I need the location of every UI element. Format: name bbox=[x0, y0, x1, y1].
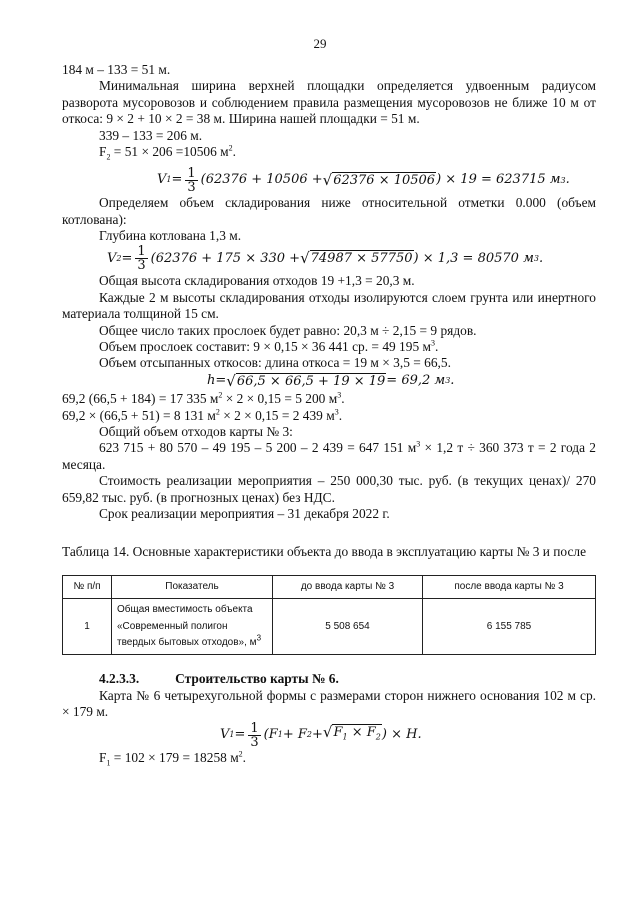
map6-paragraph: Карта № 6 четырехугольной формы с размерами сторон нижнего основания 102 м ср. × 179 м. bbox=[62, 687, 596, 720]
total-title: Общий объем отходов карты № 3: bbox=[99, 423, 293, 439]
layers-volume-line: Объем прослоек составит: 9 × 0,15 × 36 441 ср. = 49 195 $м^3$. bbox=[99, 338, 439, 354]
table-caption: Таблица 14. Основные характеристики объекта до ввода в эксплуатацию карты № 3 и после bbox=[62, 544, 587, 560]
header-cell: Показатель bbox=[112, 575, 273, 598]
sqrt: √ $F_1 \times F_2$ bbox=[323, 724, 382, 746]
sqrt: √ 62376 × 10506 bbox=[322, 170, 436, 189]
table-row bbox=[63, 599, 596, 655]
height-line: Общая высота складирования отходов 19 +1,3 = 20,3 м. bbox=[99, 273, 415, 289]
depth-line: Глубина котлована 1,3 м. bbox=[99, 227, 242, 243]
formula-v1-map6: V 1 = $\frac{1}{3}$ (F 1 + F 2 + √ $F_1 \times F_2$ ) × H. bbox=[220, 720, 422, 750]
calc-line-f2: $F_2 = 51 \times 206 =10506$ $м^2$. bbox=[99, 143, 236, 162]
characteristics-table bbox=[62, 575, 596, 656]
formula-h: h = √ 66,5 × 66,5 + 19 × 19 = 69,2 м 3 . bbox=[207, 371, 455, 390]
paragraph-platform-width: Минимальная ширина верхней площадки определяется удвоенным радиусом разворота мусоровозов и соблюдением правила размещения мусоровозов не ближе 10 м от откоса: 9 × 2 + 10 × 2 = 38 м. Ширина нашей площадки = 51 м. bbox=[62, 78, 596, 127]
formula-v1: V 1 = $\frac{1}{3}$ (62376 + 10506 + √ 62376 × 10506 ) × 19 = 623715 м 3 . bbox=[157, 166, 570, 196]
cell-number: 1 bbox=[63, 599, 112, 655]
layers-count-line: Общее число таких прослоек будет равно: 20,3 м ÷ 2,15 = 9 рядов. bbox=[99, 322, 477, 338]
formula-v2: V 2 = $\frac{1}{3}$ (62376 + 175 × 330 + √ 74987 × 57750 ) × 1,3 = 80570 м 3 . bbox=[107, 244, 544, 274]
cell-indicator: Общая вместимость объекта «Современный полигон твердых бытовых отходов», $м^3$ bbox=[112, 599, 273, 655]
table-header-row bbox=[63, 575, 596, 598]
sqrt: √ 66,5 × 66,5 + 19 × 19 bbox=[226, 371, 386, 390]
deadline-line: Срок реализации мероприятия – 31 декабря 2022 г. bbox=[99, 506, 390, 522]
calc-line: 69,2 (66,5 + 184) = 17 335 $м^2 \times 2 \times 0,15 = 5$ 200 $м^3$. bbox=[62, 390, 345, 407]
header-cell: № п/п bbox=[63, 575, 112, 598]
f1-line: $F_1 = 102 \times 179 = 18258$ $м^2$. bbox=[99, 749, 247, 768]
total-calc: 623 715 + 80 570 – 49 195 – 5 200 – 2 439 = 647 151 $м^3 \times 1,2$ т ÷ 360 373 т = 2 года 2 месяца. bbox=[62, 439, 596, 472]
page-body bbox=[62, 62, 596, 772]
cell-before: 5 508 654 bbox=[273, 599, 423, 655]
fraction: $\frac{1}{3}$ bbox=[187, 166, 196, 196]
page-number: 29 bbox=[313, 36, 327, 51]
calc-line: 69,2 × (66,5 + 51) = 8 131 $м^2 \times 2 \times 0,15 = 2$ 439 $м^3$. bbox=[62, 407, 343, 423]
section-heading: 4.2.3.3. Строительство карты № 6. bbox=[99, 671, 339, 687]
paragraph-layers: Каждые 2 м высоты складирования отходы изолируются слоем грунта или инертного материала толщиной 15 см. bbox=[62, 289, 596, 322]
slopes-line: Объем отсыпанных откосов: длина откоса = 19 м × 3,5 = 66,5. bbox=[99, 355, 451, 371]
cost-paragraph: Стоимость реализации мероприятия – 250 000,30 тыс. руб. (в текущих ценах)/ 270 659,82 тыс. руб. (в прогнозных ценах) без НДС. bbox=[62, 473, 596, 505]
header-cell: после ввода карты № 3 bbox=[423, 575, 596, 598]
paragraph-excavation: Определяем объем складирования ниже относительной отметки 0.000 (объем котлована): bbox=[62, 195, 596, 227]
sqrt: √ 74987 × 57750 bbox=[300, 249, 413, 268]
fraction: $\frac{1}{3}$ bbox=[137, 244, 146, 274]
calc-line: 184 м – 133 = 51 м. bbox=[62, 62, 171, 77]
calc-line: 339 – 133 = 206 м. bbox=[99, 127, 203, 143]
header-cell: до ввода карты № 3 bbox=[273, 575, 423, 598]
fraction: $\frac{1}{3}$ bbox=[250, 720, 259, 750]
cell-after: 6 155 785 bbox=[423, 599, 596, 655]
